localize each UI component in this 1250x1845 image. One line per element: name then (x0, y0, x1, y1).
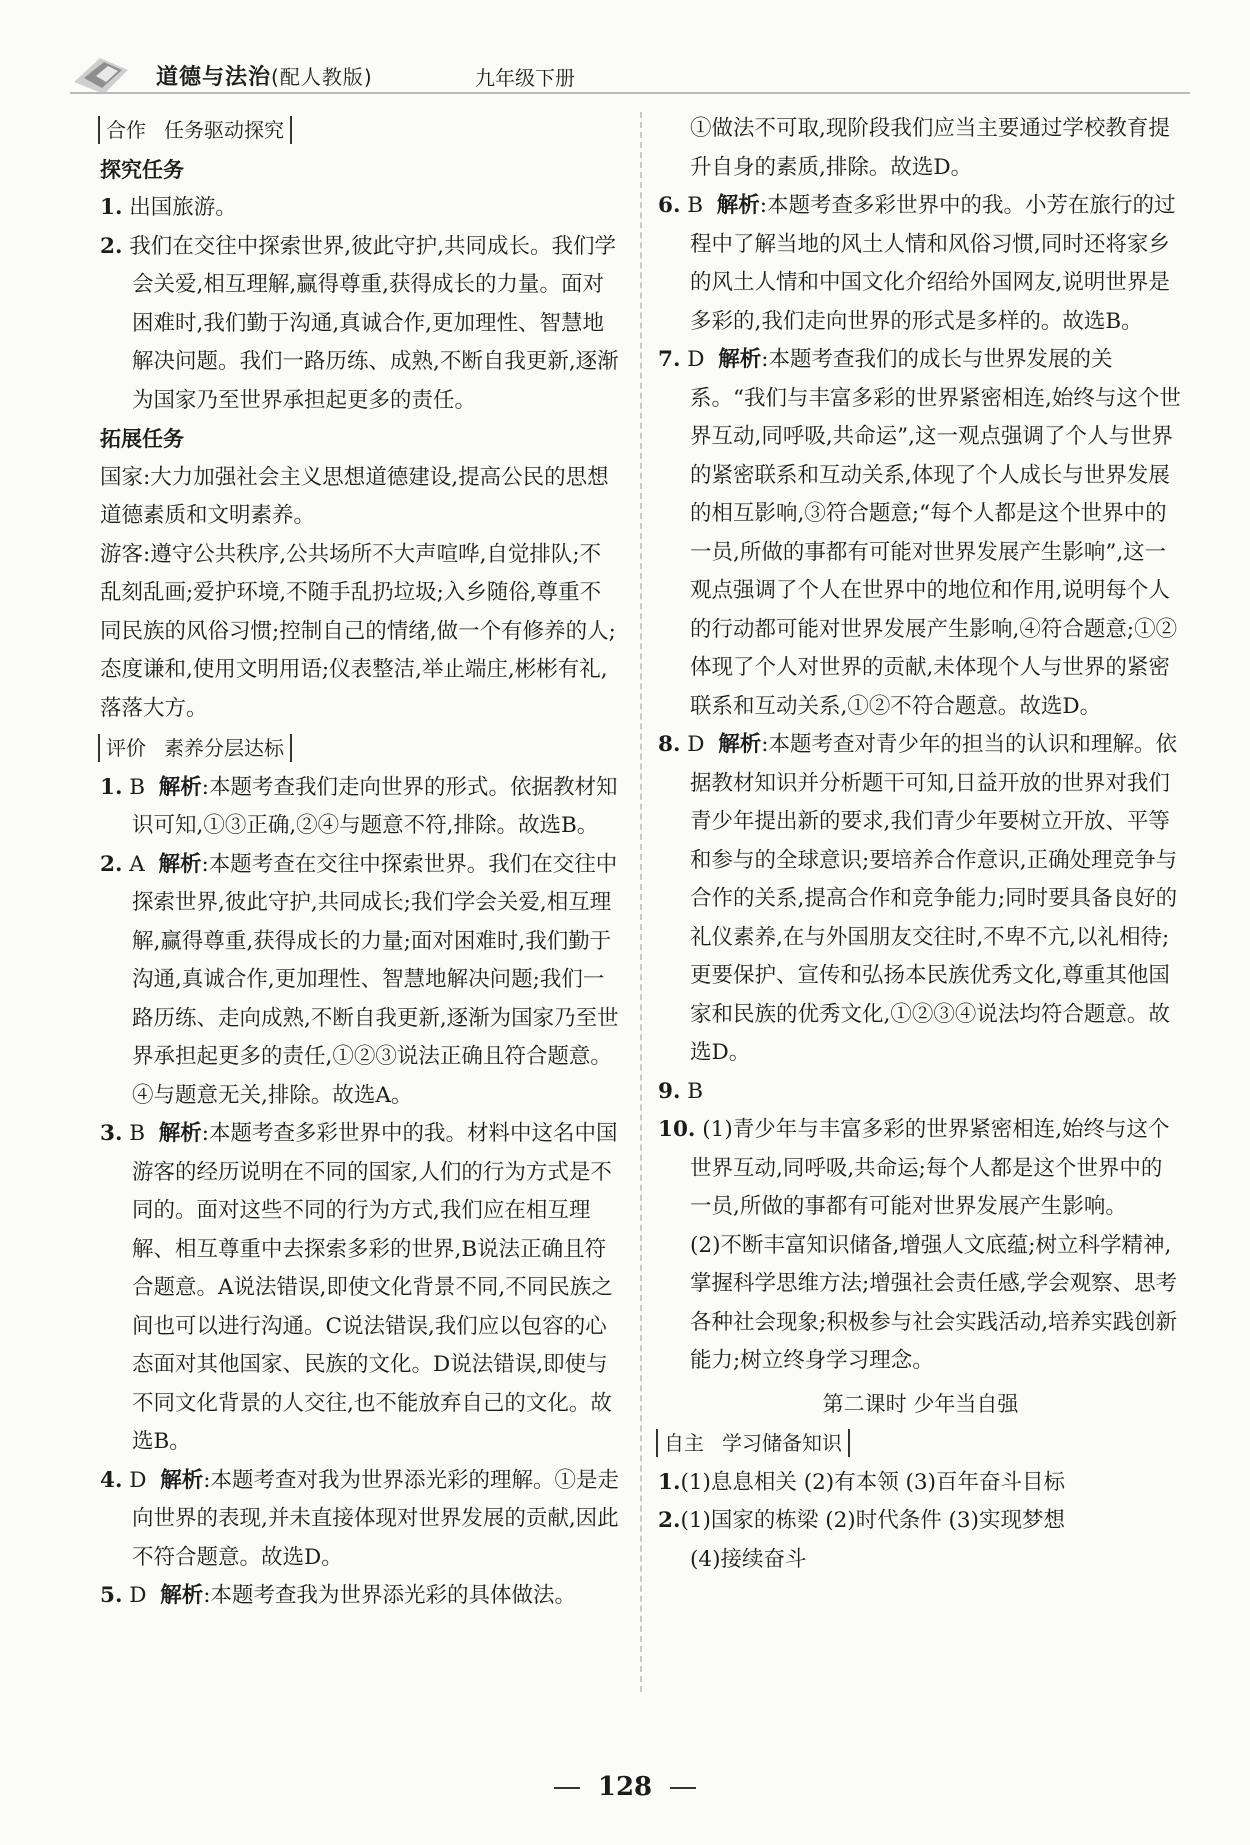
expand-task-title: 拓展任务 (100, 427, 184, 451)
page-number: 128 (0, 1772, 1250, 1802)
left-column (100, 110, 620, 1616)
answer-item: 1. B 解析:本题考查我们走向世界的形式。依据教材知识可知,①③正确,②④与题意不符,排除。故选B。 (100, 774, 618, 838)
right-column (658, 110, 1183, 1579)
paragraph: 游客:遵守公共秩序,公共场所不大声喧哗,自觉排队;不乱刻乱画;爱护环境,不随手乱扔垃圾;入乡随俗,尊重不同民族的风俗习惯;控制自己的情绪,做一个有修养的人;态度谦和,使用文明用语;仪表整洁,举止端庄,彬彬有礼,落落大方。 (100, 541, 616, 721)
answer-item: 9. B (658, 1078, 704, 1104)
fill-item: 2.(1)国家的栋梁 (2)时代条件 (3)实现梦想 (658, 1508, 1065, 1533)
list-item: 2. 我们在交往中探索世界,彼此守护,共同成长。我们学会关爱,相互理解,赢得尊重,获得成长的力量。面对困难时,我们勤于沟通,真诚合作,更加理性、智慧地解决问题。我们一路历练、成熟,不断自我更新,逐渐为国家乃至世界承担起更多的责任。 (100, 233, 619, 413)
answer-item: 6. B 解析:本题考查多彩世界中的我。小芳在旅行的过程中了解当地的风土人情和风俗习惯,同时还将家乡的风土人情和中国文化介绍给外国网友,说明世界是多彩的,我们走向世界的形式是多样的。故选B。 (658, 193, 1176, 334)
book-grade: 九年级下册 (475, 66, 575, 90)
answer-item: 7. D 解析:本题考查我们的成长与世界发展的关系。“我们与丰富多彩的世界紧密相连,始终与这个世界互动,同呼吸,共命运”,这一观点强调了个人与世界的紧密联系和互动关系,体现了个人成长与世界发展的相互影响,③符合题意;“每个人都是这个世界中的一员,所做的事都有可能对世界发展产生影响”,这一观点强调了个人在世界中的地位和作用,说明每个人的行动都可能对世界发展产生影响,④符合题意;①②体现了个人对世界的贡献,未体现个人与世界的紧密联系和互动关系,①②不符合题意。故选D。 (658, 347, 1181, 719)
section-heading-self-study: 自主 学习储备知识 (656, 1429, 850, 1457)
list-item: 1. 出国旅游。 (100, 195, 237, 220)
header-rule (70, 92, 1190, 94)
fill-item: (4)接续奋斗 (690, 1546, 807, 1572)
answer-item: 2. A 解析:本题考查在交往中探索世界。我们在交往中探索世界,彼此守护,共同成长;我们学会关爱,相互理解,赢得尊重,获得成长的力量;面对困难时,我们勤于沟通,真诚合作,更加理性、智慧地解决问题;我们一路历练、走向成熟,不断自我更新,逐渐为国家乃至世界承担起更多的责任,①②③说法正确且符合题意。④与题意无关,排除。故选A。 (100, 851, 619, 1108)
paragraph: 国家:大力加强社会主义思想道德建设,提高公民的思想道德素质和文明素养。 (100, 464, 609, 528)
section-heading-evaluate: 评价 素养分层达标 (98, 734, 292, 762)
answer-item: 4. D 解析:本题考查对我为世界添光彩的理解。①是走向世界的表现,并未直接体现对世界发展的贡献,因此不符合题意。故选D。 (100, 1467, 619, 1570)
answer-item: 10. (1)青少年与丰富多彩的世界紧密相连,始终与这个世界互动,同呼吸,共命运;每个人都是这个世界中的一员,所做的事都有可能对世界发展产生影响。 (658, 1117, 1170, 1219)
answer-item: 8. D 解析:本题考查对青少年的担当的认识和理解。依据教材知识并分析题干可知,日益开放的世界对我们青少年提出新的要求,我们青少年要树立开放、平等和参与的全球意识;要培养合作意识,正确处理竞争与合作的关系,提高合作和竞争能力;同时要具备良好的礼仪素养,在与外国朋友交往时,不卑不亢,以礼相待;更要保护、宣传和弘扬本民族优秀文化,尊重其他国家和民族的优秀文化,①②③④说法均符合题意。故选D。 (658, 732, 1178, 1065)
answer-item: 3. B 解析:本题考查多彩世界中的我。材料中这名中国游客的经历说明在不同的国家,人们的行为方式是不同的。面对这些不同的行为方式,我们应在相互理解、相互尊重中去探索多彩的世界,B说法正确且符合题意。A说法错误,即使文化背景不同,不同民族之间也可以进行沟通。C说法错误,我们应以包容的心态面对其他国家、民族的文化。D说法错误,即使与不同文化背景的人交往,也不能放弃自己的文化。故选B。 (100, 1121, 618, 1454)
answer-item: 5. D 解析:本题考查我为世界添光彩的具体做法。 (100, 1583, 576, 1608)
fill-item: 1.(1)息息相关 (2)有本领 (3)百年奋斗目标 (658, 1469, 1065, 1495)
book-title: 道德与法治(配人教版) (156, 65, 373, 90)
column-divider (640, 112, 642, 1692)
lesson-title: 第二课时 少年当自强 (822, 1391, 1019, 1416)
explore-task-title: 探究任务 (100, 157, 184, 182)
answer-continuation: ①做法不可取,现阶段我们应当主要通过学校教育提升自身的素质,排除。故选D。 (690, 116, 1170, 180)
section-heading-cooperate: 合作 任务驱动探究 (98, 116, 292, 144)
answer-paragraph: (2)不断丰富知识储备,增强人文底蕴;树立科学精神,掌握科学思维方法;增强社会责任感,学会观察、思考各种社会现象;积极参与社会实践活动,培养实践创新能力;树立终身学习理念。 (690, 1232, 1178, 1373)
